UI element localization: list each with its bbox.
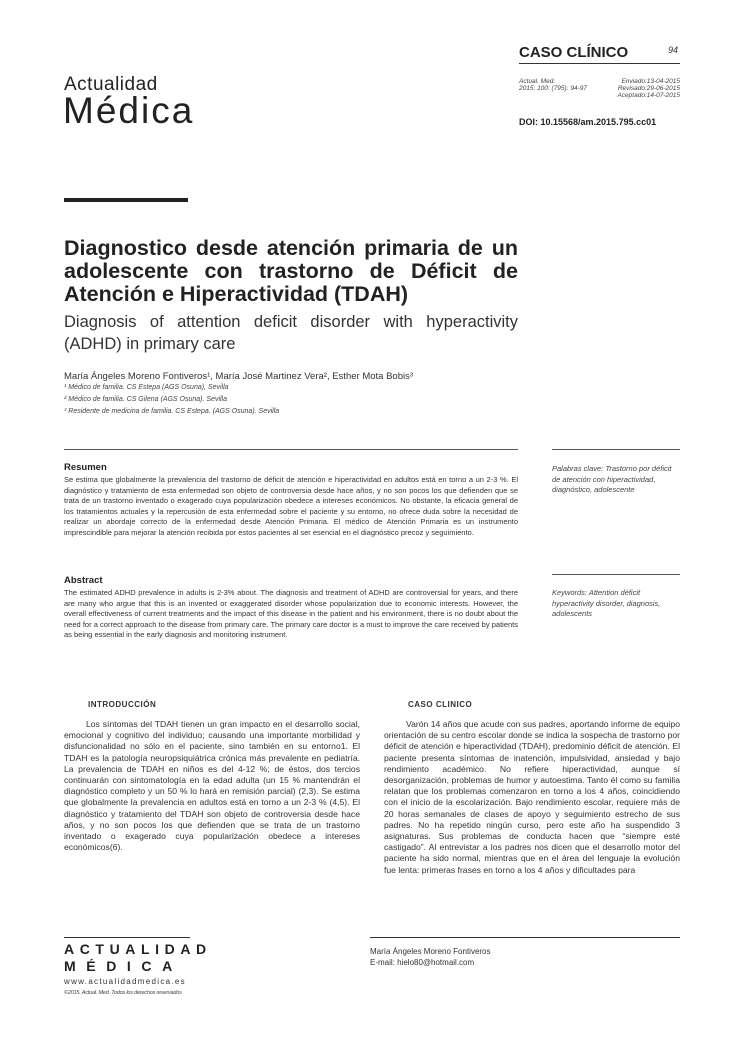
resumen-heading: Resumen — [64, 462, 107, 473]
article-title: Diagnostico desde atención primaria de un adolescente con trastorno de Déficit de Atención e Hiperactividad (TDAH) — [64, 236, 518, 306]
footer-rule-right — [370, 937, 680, 938]
dates — [590, 78, 680, 99]
authors: María Ángeles Moreno Fontiveros¹, María José Martinez Vera², Esther Mota Bobis³ — [64, 371, 413, 382]
title-divider-bar — [64, 198, 188, 202]
palabras-clave: Palabras clave: Trastorno por déficit de atención con hiperactividad, diagnóstico, adolescente — [552, 464, 672, 494]
intro-text: Los síntomas del TDAH tienen un gran impacto en el desarrollo social, emocional y cognitivo del individuo; causando una importante morbilidad y disfuncionalidad no sólo en el paciente, sino también en su entorno1. El TDAH es la patología neuropsiquiátrica crónica más prevalente en pediatría. La prevalencia de TDAH en niños es del 4-12 %; de éstos, dos tercios continuarán con sintomatología en la edad adulta (un 15 % mantendrán el diagnóstico completo y un 50 % lo hará en remisión parcial) (2,3). Se estima que globalmente la prevalencia en adultos está en torno a un 2-3 % (4,5). El diagnóstico y tratamiento del TDAH son objeto de controversia desde hace años, y no son pocos los que defienden que se trata de un trastorno inventado o exagerado cuya popularización obedece a intereses económicos(6). — [64, 719, 360, 853]
keywords-rule-2 — [552, 574, 680, 575]
page-number: 94 — [668, 45, 679, 55]
abstract-text: The estimated ADHD prevalence in adults is 2-3% about. The diagnosis and treatment of ADHD are controversial for years, and there are many who argue that this is an invented or exaggerated disorder whose popularization due to economic interests. However, the overall effectiveness of current treatments and the impact of this disease in the patient and his environment, there is no doubt about the need for a correct approach to the disease from primary care. The primary care doctor is a must to improve the care received by patients as being essential in the early diagnosis and monitoring instrument. — [64, 588, 518, 639]
abstract-heading: Abstract — [64, 575, 103, 586]
accepted-date: Aceptado:14-07-2015 — [617, 92, 680, 99]
contact-name: María Ángeles Moreno Fontiveros — [370, 947, 491, 956]
citation-line-1: Actual. Med. — [519, 78, 556, 85]
footer-logo-line-1: ACTUALIDAD — [64, 941, 212, 957]
correspondence — [370, 946, 491, 968]
resumen-text: Se estima que globalmente la prevalencia del trastorno de déficit de atención e hiperactividad en adultos está en torno a un 2-3 %. El diagnóstico y tratamiento de esta enfermedad son objeto de controversia desde hace años, y no son pocos los que defienden que se trata de un trastorno inventado o exagerado cuya popularización obedece a intereses económicos. No obstante, la eficacia general de los tratamientos actuales y la repercusión de esta enfermedad sobre el paciente y su entorno, no ofrece duda sobre la necesidad de realizar un abordaje correcto de la enfermedad desde Atención Primaria. El médico de Atención Primaria es un instrumento imprescindible para mejorar la atención recibida por estos pacientes al ser esencial en el diagnóstico precoz y seguimiento. — [64, 475, 518, 537]
affiliation-1: ¹ Médico de familia. CS Estepa (AGS Osuna), Sevilla — [64, 384, 229, 391]
contact-email[interactable]: E-mail: hielo80@hotmail.com — [370, 958, 475, 967]
sent-date: Enviado:13-04-2015 — [621, 78, 680, 85]
affiliation-2: ² Médico de familia. CS Gilena (AGS Osuna). Sevilla — [64, 396, 228, 403]
article-title-english: Diagnosis of attention deficit disorder with hyperactivity (ADHD) in primary care — [64, 313, 518, 353]
keywords-rule — [552, 449, 680, 450]
journal-logo-big: Médica — [63, 90, 195, 131]
footer-website[interactable]: www.actualidadmedica.es — [64, 977, 186, 986]
revised-date: Revisado:29-06-2015 — [617, 85, 680, 92]
citation-line-2: 2015; 100: (795): 94-97 — [519, 85, 587, 92]
footer-rule-left — [64, 937, 190, 938]
citation — [519, 78, 599, 92]
doi[interactable]: DOI: 10.15568/am.2015.795.cc01 — [519, 117, 657, 127]
keywords: Keywords: Attention déficit hyperactivity disorder, diagnosis, adolescents — [552, 588, 661, 618]
footer-copyright: ©2015. Actual. Med. Todos los derechos reservados — [64, 990, 182, 996]
section-label: CASO CLÍNICO — [519, 44, 629, 61]
intro-heading: INTRODUCCIÓN — [88, 700, 157, 709]
case-text: Varón 14 años que acude con sus padres, aportando informe de equipo orientación de su centro escolar donde se indica la sospecha de trastorno por déficit de atención e hiperactividad (TDAH), predominio déficit de atención. El paciente presenta síntomas de inatención, impulsividad, ansiedad y bajo rendimiento académico. No refiere hiperactividad, aunque sí desorganización, problemas de humor y autoestima. Tanto él como su familia relatan que los problemas comenzaron en torno a los 4 años, coincidiendo con el inicio de la escolarización. Bajo rendimiento escolar, requiere más de 20 horas semanales de clases de apoyo y seguimiento estrecho de sus padres. No ha repetido ningún curso, pero este año ha suspendido 3 asignaturas. Sus problemas de conducta hacen que “siempre esté castigado”. Al entrevistar a los padres nos dicen que el desarrollo motor del paciente ha sido normal, mientras que en el área del lenguaje la evolución fue lenta: primeras frases en torno a los 4 años y dificultades para — [384, 719, 680, 875]
abstract-rule — [64, 449, 518, 450]
case-heading: CASO CLINICO — [408, 700, 473, 709]
affiliation-3: ³ Residente de medicina de familia. CS Estepa. (AGS Osuna). Sevilla — [64, 408, 280, 415]
journal-logo-small: Actualidad — [64, 74, 158, 95]
header-rule — [519, 63, 680, 64]
footer-logo-line-2: MÉDICA — [64, 958, 183, 974]
